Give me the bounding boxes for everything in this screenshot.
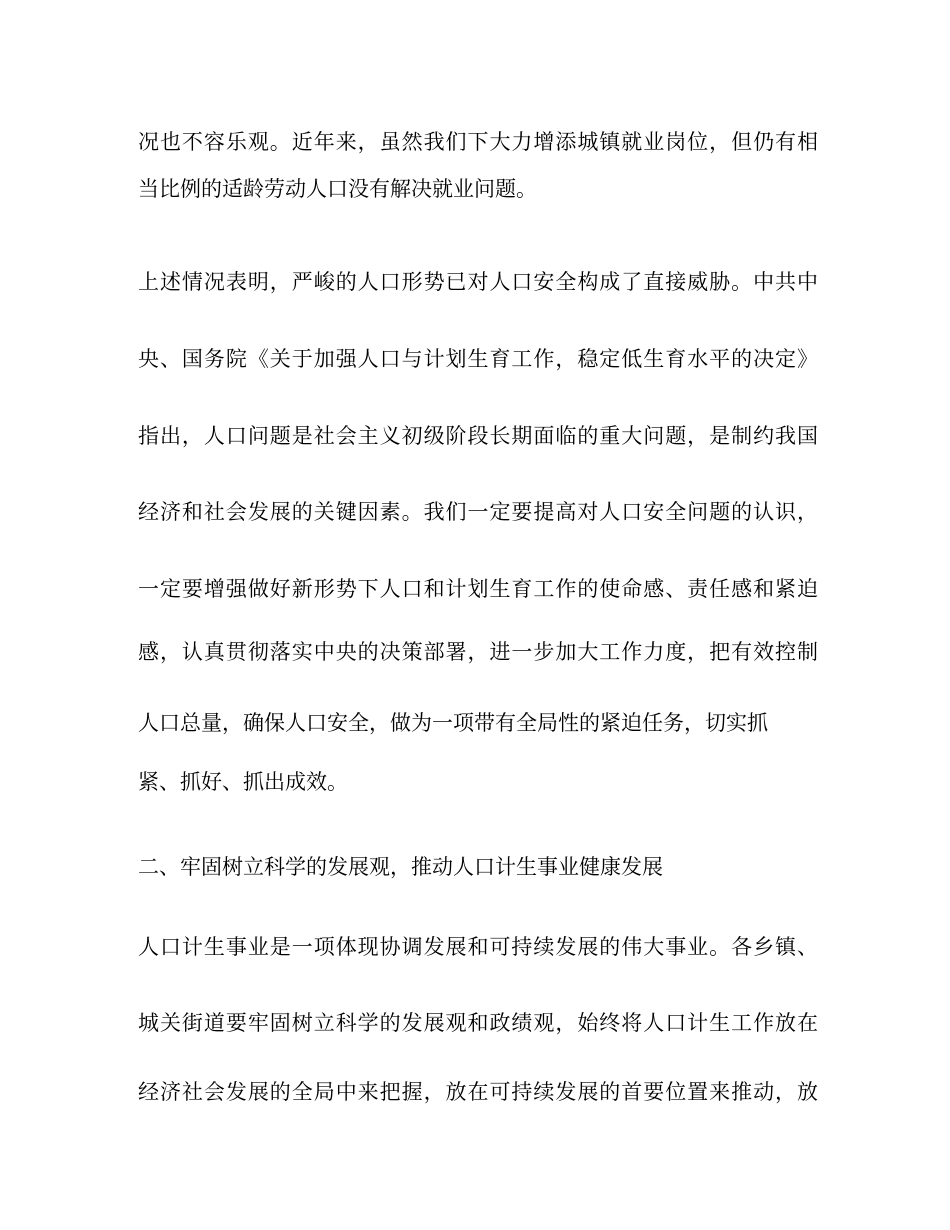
text-line-7: 一定要增强做好新形势下人口和计划生育工作的使命感、责任感和紧迫 bbox=[138, 577, 818, 601]
text-line-6: 经济和社会发展的关键因素。我们一定要提高对人口安全问题的认识， bbox=[138, 500, 818, 524]
text-line-9: 人口总量，确保人口安全，做为一项带有全局性的紧迫任务，切实抓 bbox=[138, 711, 768, 735]
text-line-1: 况也不容乐观。近年来，虽然我们下大力增添城镇就业岗位，但仍有相 bbox=[138, 130, 818, 154]
text-line-2: 当比例的适龄劳动人口没有解决就业问题。 bbox=[138, 177, 537, 201]
text-line-14: 经济社会发展的全局中来把握，放在可持续发展的首要位置来推动，放 bbox=[138, 1080, 818, 1104]
text-line-3: 上述情况表明，严峻的人口形势已对人口安全构成了直接威胁。中共中 bbox=[138, 270, 818, 294]
text-line-12: 人口计生事业是一项体现协调发展和可持续发展的伟大事业。各乡镇、 bbox=[138, 935, 818, 959]
text-line-10: 紧、抓好、抓出成效。 bbox=[138, 770, 348, 794]
text-line-13: 城关街道要牢固树立科学的发展观和政绩观，始终将人口计生工作放在 bbox=[138, 1011, 818, 1035]
text-line-5: 指出，人口问题是社会主义初级阶段长期面临的重大问题，是制约我国 bbox=[138, 424, 818, 448]
section-heading: 二、牢固树立科学的发展观，推动人口计生事业健康发展 bbox=[138, 855, 663, 879]
text-line-8: 感，认真贯彻落实中央的决策部署，进一步加大工作力度，把有效控制 bbox=[138, 640, 818, 664]
text-line-4: 央、国务院《关于加强人口与计划生育工作，稳定低生育水平的决定》 bbox=[138, 347, 818, 371]
